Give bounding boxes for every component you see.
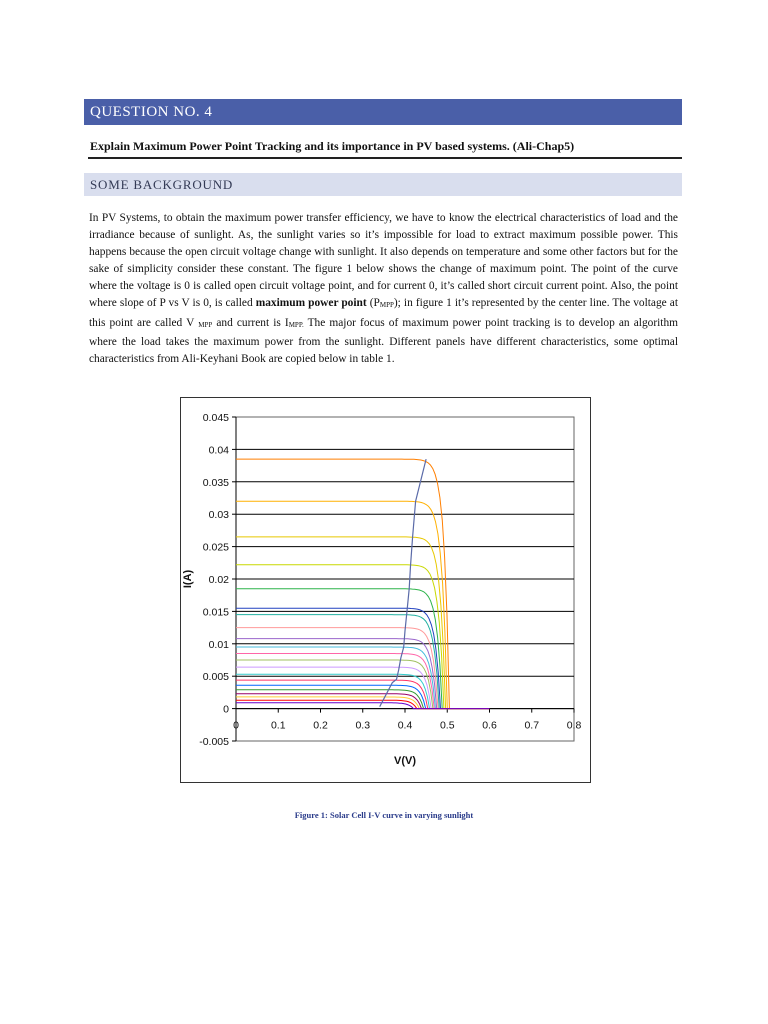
question-banner: QUESTION NO. 4 [84,99,682,125]
paragraph-subscript: MPP [198,320,213,329]
iv-chart [180,397,591,783]
y-tick-label: -0.005 [199,736,229,748]
paragraph-text: (P [366,297,380,310]
y-tick-label: 0.04 [208,444,229,457]
figure-caption: Figure 1: Solar Cell I-V curve in varying sunlight [294,810,474,820]
y-tick-label: 0 [223,703,229,716]
paragraph-bold-term: maximum power point [255,297,367,310]
y-tick-label: 0.015 [202,606,229,619]
section-banner: SOME BACKGROUND [84,173,682,196]
paragraph-subscript: MPP [379,301,394,310]
paragraph-text: In PV Systems, to obtain the maximum power transfer efficiency, we have to know the electrical characteristics of load and the irradiance because of sunlight. As, the sunlight varies so it’s impossible for load to extract maximum possible power. This happens because the open circuit voltage change with sunlight. It also depends on temperature and some other factors but for the sake of simplicity consider these constant. The figure 1 below shows the change of maximum point. The point of the curve where the voltage is 0 is called open circuit voltage point, and for current 0, it’s called short circuit current point. Also, the point where slope of P vs V is 0, is called [89,212,678,310]
y-tick-label: 0.035 [202,476,229,489]
y-tick-label: 0.005 [202,671,229,684]
question-divider [88,157,682,159]
y-tick-label: 0.03 [208,509,229,522]
x-tick-label: 0.5 [439,719,455,732]
y-tick-label: 0.01 [208,638,229,651]
y-tick-label: 0.045 [202,412,229,424]
y-tick-label: 0.025 [202,541,229,554]
iv-chart-svg [181,398,592,784]
question-text: Explain Maximum Power Point Tracking and its importance in PV based systems. (Ali-Chap5) [90,139,575,153]
x-tick-label: 0.3 [355,719,371,732]
x-tick-label: 0.6 [482,719,497,732]
x-tick-label: 0.7 [524,719,540,732]
x-tick-label: 0.4 [397,719,413,732]
y-axis-label: I(A) [182,569,194,589]
x-tick-label: 0.1 [270,719,286,732]
paragraph-text: ); in figure 1 it’s represented by the center line. The voltage at this point are called V [89,297,679,329]
x-axis-label: V(V) [394,755,416,767]
y-tick-label: 0.02 [208,574,229,586]
background-paragraph [89,210,678,368]
paragraph-text: The major focus of maximum power point tracking is to develop an algorithm where the load takes the maximum power from the sunlight. Different panels have different characteristics, some optimal characteristics from Ali-Keyhani Book are copied below in table 1. [89,316,679,365]
paragraph-subscript: MPP. [288,320,304,329]
x-tick-label: 0 [233,719,239,732]
paragraph-text: and current is I [212,316,289,329]
x-tick-label: 0.2 [313,719,328,732]
x-tick-label: 0.8 [566,719,582,732]
